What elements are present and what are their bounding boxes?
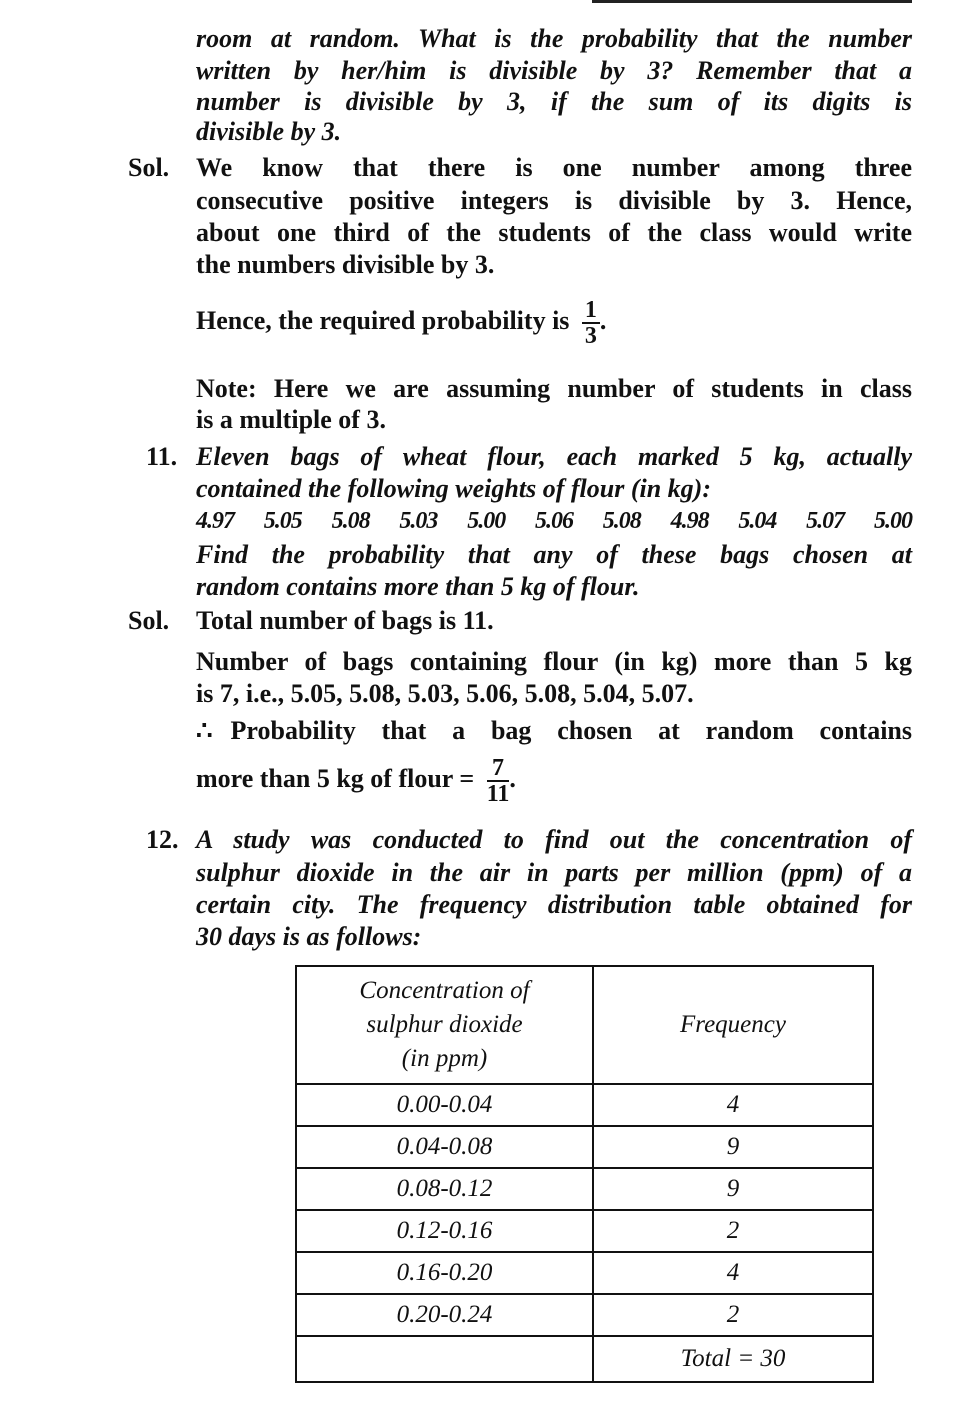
concentration-cell: 0.20-0.24: [296, 1294, 593, 1336]
weight-value: 4.97: [196, 508, 234, 534]
frequency-cell: 4: [593, 1084, 873, 1126]
sol10-result: [196, 298, 912, 348]
concentration-cell: 0.16-0.20: [296, 1252, 593, 1294]
concentration-cell: 0.04-0.08: [296, 1126, 593, 1168]
sol10-line: the numbers divisible by 3.: [196, 250, 495, 279]
numerator: 1: [582, 298, 600, 324]
sol11-result: [196, 756, 912, 806]
q10-line: written by her/him is divisible by 3? Remember that a: [196, 56, 912, 85]
concentration-cell: 0.00-0.04: [296, 1084, 593, 1126]
period: .: [509, 763, 516, 793]
concentration-cell: 0.08-0.12: [296, 1168, 593, 1210]
table-row: [296, 1126, 873, 1168]
header-line: (in ppm): [401, 1045, 488, 1072]
result-text: Hence, the required probability is: [196, 305, 570, 335]
empty-cell: [296, 1336, 593, 1382]
sol11-line: Number of bags containing flour (in kg) more than 5 kg: [196, 647, 912, 676]
q11-line: random contains more than 5 kg of flour.: [196, 572, 640, 601]
q10-line: divisible by 3.: [196, 117, 342, 146]
sol-label: Sol.: [128, 153, 170, 182]
header-line: sulphur dioxide: [366, 1011, 523, 1038]
concentration-header: [296, 966, 593, 1084]
weight-value: 5.03: [399, 508, 438, 534]
frequency-header: Frequency: [593, 966, 873, 1084]
total-row: [296, 1336, 873, 1382]
frequency-cell: 9: [593, 1168, 873, 1210]
denominator: 3: [584, 323, 597, 349]
q12-line: 30 days is as follows:: [196, 922, 422, 951]
weight-value: 5.00: [467, 508, 506, 534]
table-header-row: [296, 966, 873, 1084]
numerator: 7: [487, 756, 510, 782]
concentration-cell: 0.12-0.16: [296, 1210, 593, 1252]
frequency-cell: 4: [593, 1252, 873, 1294]
sol10-line: We know that there is one number among three: [196, 153, 912, 182]
sol10-line: about one third of the students of the class would write: [196, 218, 912, 247]
top-rule: [592, 0, 912, 3]
q11-line: Find the probability that any of these bags chosen at: [196, 540, 912, 569]
header-line: Concentration of: [359, 977, 530, 1004]
q10-line: number is divisible by 3, if the sum of its digits is: [196, 87, 912, 116]
sol-label: Sol.: [128, 606, 170, 635]
weight-value: 5.06: [534, 508, 573, 534]
q12-line: sulphur dioxide in the air in parts per million (ppm) of a: [196, 858, 912, 887]
weights-list: [196, 506, 912, 536]
note-line: Note: Here we are assuming number of students in class: [196, 374, 912, 403]
table-row: [296, 1084, 873, 1126]
sol11-line: is 7, i.e., 5.05, 5.08, 5.03, 5.06, 5.08, 5.04, 5.07.: [196, 679, 694, 708]
denominator: 11: [486, 781, 510, 807]
q12-line: certain city. The frequency distribution table obtained for: [196, 890, 912, 919]
q12-number: 12.: [146, 825, 179, 854]
period: .: [599, 305, 607, 335]
frequency-cell: 2: [593, 1294, 873, 1336]
q11-line: Eleven bags of wheat flour, each marked 5 kg, actually: [196, 442, 912, 471]
therefore-symbol: ∴: [196, 716, 213, 745]
total-cell: Total = 30: [593, 1336, 873, 1382]
sol11-line: Total number of bags is 11.: [196, 606, 494, 635]
sol11-text: Probability that a bag chosen at random contains: [230, 716, 912, 745]
weight-value: 5.05: [263, 508, 302, 534]
weight-value: 5.00: [873, 508, 912, 534]
weight-value: 5.08: [331, 508, 370, 534]
frequency-table: [295, 965, 874, 1383]
fraction: [487, 756, 510, 806]
result-text: more than 5 kg of flour =: [196, 763, 475, 793]
frequency-cell: 9: [593, 1126, 873, 1168]
q10-line: room at random. What is the probability that the number: [196, 24, 912, 53]
sol10-line: consecutive positive integers is divisible by 3. Hence,: [196, 186, 912, 215]
note-line: is a multiple of 3.: [196, 405, 386, 434]
frequency-cell: 2: [593, 1210, 873, 1252]
q12-line: A study was conducted to find out the concentration of: [196, 825, 912, 854]
weight-value: 5.04: [738, 508, 777, 534]
table-row: [296, 1168, 873, 1210]
sol11-line: [196, 716, 912, 746]
table-row: [296, 1294, 873, 1336]
weight-value: 5.07: [806, 508, 845, 534]
weight-value: 4.98: [670, 508, 709, 534]
table-row: [296, 1252, 873, 1294]
table-row: [296, 1210, 873, 1252]
weight-value: 5.08: [602, 508, 641, 534]
q11-number: 11.: [146, 442, 178, 471]
q11-line: contained the following weights of flour (in kg):: [196, 474, 711, 503]
fraction: [582, 298, 600, 348]
